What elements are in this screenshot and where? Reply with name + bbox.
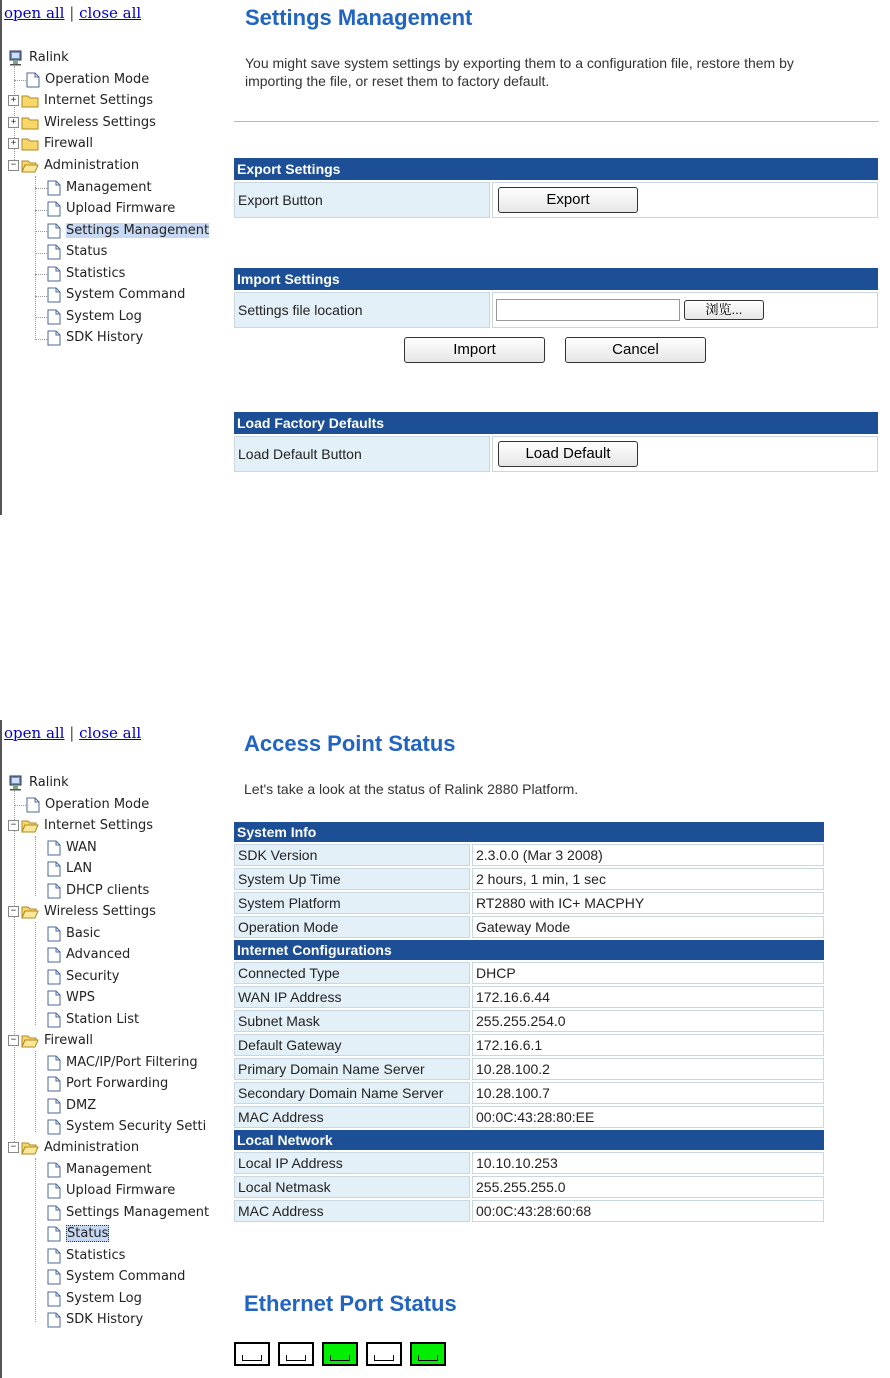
row-value: 00:0C:43:28:80:EE xyxy=(472,1106,824,1128)
close-all-link[interactable]: close all xyxy=(79,724,142,742)
tree-label: Upload Firmware xyxy=(66,201,176,216)
tree-label: System Log xyxy=(66,309,142,324)
browse-button[interactable]: 浏览... xyxy=(684,300,764,320)
row-label: MAC Address xyxy=(234,1106,470,1128)
section-header: Internet Configurations xyxy=(234,940,824,960)
table-row xyxy=(234,1176,824,1198)
row-label: Primary Domain Name Server xyxy=(234,1058,470,1080)
page-icon xyxy=(47,1162,61,1178)
tree-folder-administration[interactable] xyxy=(8,156,139,176)
tree-label: Firewall xyxy=(44,136,94,151)
tree-label: Ralink xyxy=(29,50,69,65)
row-label: SDK Version xyxy=(234,844,470,866)
page-icon xyxy=(47,861,61,877)
tree-item-system-command[interactable] xyxy=(47,1267,185,1287)
page-icon xyxy=(47,223,61,239)
tree-item-status[interactable] xyxy=(47,242,107,262)
tree-folder-wireless-settings[interactable] xyxy=(8,113,156,133)
row-value: 172.16.6.1 xyxy=(472,1034,824,1056)
section-header: Export Settings xyxy=(234,158,878,180)
tree-item-system-log[interactable] xyxy=(47,1289,142,1309)
section-header: Local Network xyxy=(234,1130,824,1150)
page-icon xyxy=(47,947,61,963)
link-separator: | xyxy=(69,724,75,742)
cancel-button[interactable]: Cancel xyxy=(565,337,706,363)
table-row xyxy=(234,844,824,866)
page-icon xyxy=(47,330,61,346)
tree-label: SDK History xyxy=(66,330,144,345)
expand-icon[interactable]: + xyxy=(8,117,19,128)
ethernet-port-3-indicator xyxy=(322,1342,358,1366)
tree-label: Wireless Settings xyxy=(44,115,156,130)
page-icon xyxy=(47,990,61,1006)
tree-label: Management xyxy=(66,180,152,195)
section-header: Load Factory Defaults xyxy=(234,412,878,434)
tree-label: Internet Settings xyxy=(44,93,154,108)
table-row xyxy=(234,1200,824,1222)
table-row xyxy=(234,892,824,914)
table-row xyxy=(234,1034,824,1056)
tree-label: DHCP clients xyxy=(66,883,150,898)
tree-label: Status xyxy=(67,1226,109,1241)
tree-item-settings-management[interactable] xyxy=(47,1203,209,1223)
tree-label: Internet Settings xyxy=(44,818,154,833)
ethernet-port-5-indicator xyxy=(410,1342,446,1366)
tree-label: Administration xyxy=(44,158,140,173)
row-label: Operation Mode xyxy=(234,916,470,938)
nav-tree xyxy=(0,720,224,1378)
ethernet-port-4-indicator xyxy=(366,1342,402,1366)
tree-item-operation-mode[interactable] xyxy=(26,70,149,90)
tree-label: System Command xyxy=(66,1269,186,1284)
tree-label: Basic xyxy=(66,926,101,941)
tree-folder-internet-settings[interactable] xyxy=(8,91,153,111)
tree-item-wps[interactable] xyxy=(47,988,95,1008)
port-notch xyxy=(374,1355,394,1361)
tree-item-management[interactable] xyxy=(47,178,152,198)
port-notch xyxy=(330,1355,350,1361)
close-all-link[interactable]: close all xyxy=(79,4,142,22)
table-row xyxy=(234,1010,824,1032)
table-row xyxy=(234,1152,824,1174)
page-icon xyxy=(47,244,61,260)
tree-item-statistics[interactable] xyxy=(47,264,125,284)
folder-open-icon xyxy=(21,905,39,919)
page-icon xyxy=(47,1119,61,1135)
tree-top-links xyxy=(4,4,141,22)
tree-item-sdk-history[interactable] xyxy=(47,1310,143,1330)
page-icon xyxy=(47,1012,61,1028)
page-icon xyxy=(47,180,61,196)
table-row xyxy=(234,868,824,890)
collapse-icon[interactable]: − xyxy=(8,160,19,171)
tree-item-dmz[interactable] xyxy=(47,1096,96,1116)
tree-item-settings-management[interactable] xyxy=(47,221,209,241)
tree-item-operation-mode[interactable] xyxy=(26,795,149,815)
folder-icon xyxy=(21,116,39,130)
tree-folder-firewall[interactable] xyxy=(8,1031,93,1051)
ethernet-ports xyxy=(234,1340,454,1372)
tree-folder-firewall[interactable] xyxy=(8,134,93,154)
page-title: Settings Management xyxy=(245,5,473,30)
page-icon xyxy=(26,797,40,813)
port-notch xyxy=(418,1355,438,1361)
tree-item-port-forwarding[interactable] xyxy=(47,1074,168,1094)
section-header: Import Settings xyxy=(234,268,878,290)
row-value: 172.16.6.44 xyxy=(472,986,824,1008)
row-value: 255.255.255.0 xyxy=(472,1176,824,1198)
tree-label: Status xyxy=(66,244,108,259)
page-icon xyxy=(47,840,61,856)
page-icon xyxy=(47,1055,61,1071)
row-value: 10.28.100.2 xyxy=(472,1058,824,1080)
file-path-input[interactable] xyxy=(496,299,680,321)
tree-item-wan[interactable] xyxy=(47,838,97,858)
row-value: 10.28.100.7 xyxy=(472,1082,824,1104)
folder-icon xyxy=(21,137,39,151)
main-content xyxy=(232,720,877,1378)
row-label: Default Gateway xyxy=(234,1034,470,1056)
field-value xyxy=(492,436,878,472)
tree-label: Ralink xyxy=(29,775,69,790)
row-value: DHCP xyxy=(472,962,824,984)
row-label: System Platform xyxy=(234,892,470,914)
field-label: Export Button xyxy=(234,182,490,218)
tree-label: WPS xyxy=(66,990,95,1005)
tree-label: Statistics xyxy=(66,266,126,281)
page-icon xyxy=(47,1205,61,1221)
tree-item-basic[interactable] xyxy=(47,924,100,944)
row-label: Connected Type xyxy=(234,962,470,984)
field-label: Load Default Button xyxy=(234,436,490,472)
tree-label: System Log xyxy=(66,1291,142,1306)
table-row xyxy=(234,1106,824,1128)
page-icon xyxy=(47,1183,61,1199)
tree-label: Station List xyxy=(66,1012,140,1027)
page-icon xyxy=(47,266,61,282)
page-icon xyxy=(47,287,61,303)
page-icon xyxy=(47,1312,61,1328)
load-default-button[interactable]: Load Default xyxy=(498,441,638,467)
tree-label: Wireless Settings xyxy=(44,904,156,919)
page-description: Let's take a look at the status of Ralink 2880 Platform. xyxy=(244,781,579,797)
folder-open-icon xyxy=(21,1141,39,1155)
tree-label: Settings Management xyxy=(66,1205,210,1220)
open-all-link[interactable]: open all xyxy=(4,4,65,22)
page-icon xyxy=(47,926,61,942)
ethernet-port-2-indicator xyxy=(278,1342,314,1366)
tree-item-management[interactable] xyxy=(47,1160,152,1180)
section-header: System Info xyxy=(234,822,824,842)
page-title: Access Point Status xyxy=(244,731,456,756)
row-label: Subnet Mask xyxy=(234,1010,470,1032)
page-icon xyxy=(26,72,40,88)
tree-label: LAN xyxy=(66,861,93,876)
tree-label: Port Forwarding xyxy=(66,1076,169,1091)
tree-item-statistics[interactable] xyxy=(47,1246,125,1266)
tree-item-upload-firmware[interactable] xyxy=(47,199,175,219)
tree-label: MAC/IP/Port Filtering xyxy=(66,1055,198,1070)
folder-icon xyxy=(21,94,39,108)
row-value: 2 hours, 1 min, 1 sec xyxy=(472,868,824,890)
tree-item-station-list[interactable] xyxy=(47,1010,139,1030)
divider xyxy=(234,121,879,122)
tree-label: Administration xyxy=(44,1140,140,1155)
folder-open-icon xyxy=(21,1034,39,1048)
tree-label: Statistics xyxy=(66,1248,126,1263)
row-value: 255.255.254.0 xyxy=(472,1010,824,1032)
page-icon xyxy=(47,969,61,985)
tree-label: Settings Management xyxy=(66,223,210,238)
row-value: 00:0C:43:28:60:68 xyxy=(472,1200,824,1222)
table-row xyxy=(234,916,824,938)
folder-open-icon xyxy=(21,159,39,173)
ethernet-port-1-indicator xyxy=(234,1342,270,1366)
table-row xyxy=(234,962,824,984)
tree-top-links xyxy=(4,724,141,742)
settings-management-screen xyxy=(0,0,890,515)
collapse-icon[interactable]: − xyxy=(8,906,19,917)
tree-item-status[interactable] xyxy=(47,1224,109,1244)
row-value: Gateway Mode xyxy=(472,916,824,938)
tree-item-sdk-history[interactable] xyxy=(47,328,143,348)
table-row xyxy=(234,1082,824,1104)
page-icon xyxy=(47,1098,61,1114)
access-point-status-screen xyxy=(0,720,890,1378)
page-icon xyxy=(47,1076,61,1092)
ethernet-title: Ethernet Port Status xyxy=(244,1291,457,1316)
tree-label: System Command xyxy=(66,287,186,302)
expand-icon[interactable]: + xyxy=(8,95,19,106)
tree-label: WAN xyxy=(66,840,97,855)
tree-item-system-security[interactable] xyxy=(47,1117,222,1137)
tree-folder-internet-settings[interactable] xyxy=(8,816,153,836)
tree-label: Management xyxy=(66,1162,152,1177)
page-icon xyxy=(47,1269,61,1285)
open-all-link[interactable]: open all xyxy=(4,724,65,742)
tree-label: Firewall xyxy=(44,1033,94,1048)
tree-item-advanced[interactable] xyxy=(47,945,130,965)
tree-label: DMZ xyxy=(66,1098,97,1113)
row-label: MAC Address xyxy=(234,1200,470,1222)
page-icon xyxy=(47,309,61,325)
network-root-icon xyxy=(8,775,24,791)
port-notch xyxy=(242,1355,262,1361)
tree-folder-wireless-settings[interactable] xyxy=(8,902,156,922)
row-label: System Up Time xyxy=(234,868,470,890)
collapse-icon[interactable]: − xyxy=(8,1035,19,1046)
export-button[interactable]: Export xyxy=(498,187,638,213)
collapse-icon[interactable]: − xyxy=(8,820,19,831)
page-icon xyxy=(47,883,61,899)
page-icon xyxy=(47,1226,61,1242)
tree-item-security[interactable] xyxy=(47,967,119,987)
tree-label: Operation Mode xyxy=(45,797,150,812)
row-label: Secondary Domain Name Server xyxy=(234,1082,470,1104)
import-button[interactable]: Import xyxy=(404,337,545,363)
folder-open-icon xyxy=(21,819,39,833)
main-content xyxy=(234,0,879,515)
tree-root-ralink[interactable] xyxy=(8,773,69,793)
row-label: Local Netmask xyxy=(234,1176,470,1198)
row-label: WAN IP Address xyxy=(234,986,470,1008)
page-icon xyxy=(47,1248,61,1264)
table-row xyxy=(234,986,824,1008)
tree-item-mac-ip-port-filtering[interactable] xyxy=(47,1053,198,1073)
table-row xyxy=(234,1058,824,1080)
tree-root-ralink[interactable] xyxy=(8,48,69,68)
tree-item-lan[interactable] xyxy=(47,859,92,879)
row-value: RT2880 with IC+ MACPHY xyxy=(472,892,824,914)
collapse-icon[interactable]: − xyxy=(8,1142,19,1153)
page-description: You might save system settings by exporting them to a configuration file, restore them by importing the file, or reset them to factory default. xyxy=(245,55,794,89)
tree-label: Security xyxy=(66,969,120,984)
tree-item-system-log[interactable] xyxy=(47,307,142,327)
field-value xyxy=(492,182,878,218)
field-value xyxy=(492,292,878,328)
port-notch xyxy=(286,1355,306,1361)
tree-label: Advanced xyxy=(66,947,131,962)
nav-tree xyxy=(0,0,224,515)
network-root-icon xyxy=(8,50,24,66)
row-value: 10.10.10.253 xyxy=(472,1152,824,1174)
tree-label: Operation Mode xyxy=(45,72,150,87)
page-icon xyxy=(47,1291,61,1307)
tree-label: System Security Setti xyxy=(66,1119,207,1134)
tree-item-dhcp-clients[interactable] xyxy=(47,881,149,901)
link-separator: | xyxy=(69,4,75,22)
row-label: Local IP Address xyxy=(234,1152,470,1174)
tree-label: SDK History xyxy=(66,1312,144,1327)
page-icon xyxy=(47,201,61,217)
factory-defaults-table xyxy=(232,410,880,474)
tree-folder-administration[interactable] xyxy=(8,1138,139,1158)
tree-item-system-command[interactable] xyxy=(47,285,185,305)
status-table xyxy=(232,820,826,1224)
field-label: Settings file location xyxy=(234,292,490,328)
import-settings-table xyxy=(232,266,880,330)
tree-label: Upload Firmware xyxy=(66,1183,176,1198)
export-settings-table xyxy=(232,156,880,220)
tree-item-upload-firmware[interactable] xyxy=(47,1181,175,1201)
expand-icon[interactable]: + xyxy=(8,138,19,149)
row-value: 2.3.0.0 (Mar 3 2008) xyxy=(472,844,824,866)
